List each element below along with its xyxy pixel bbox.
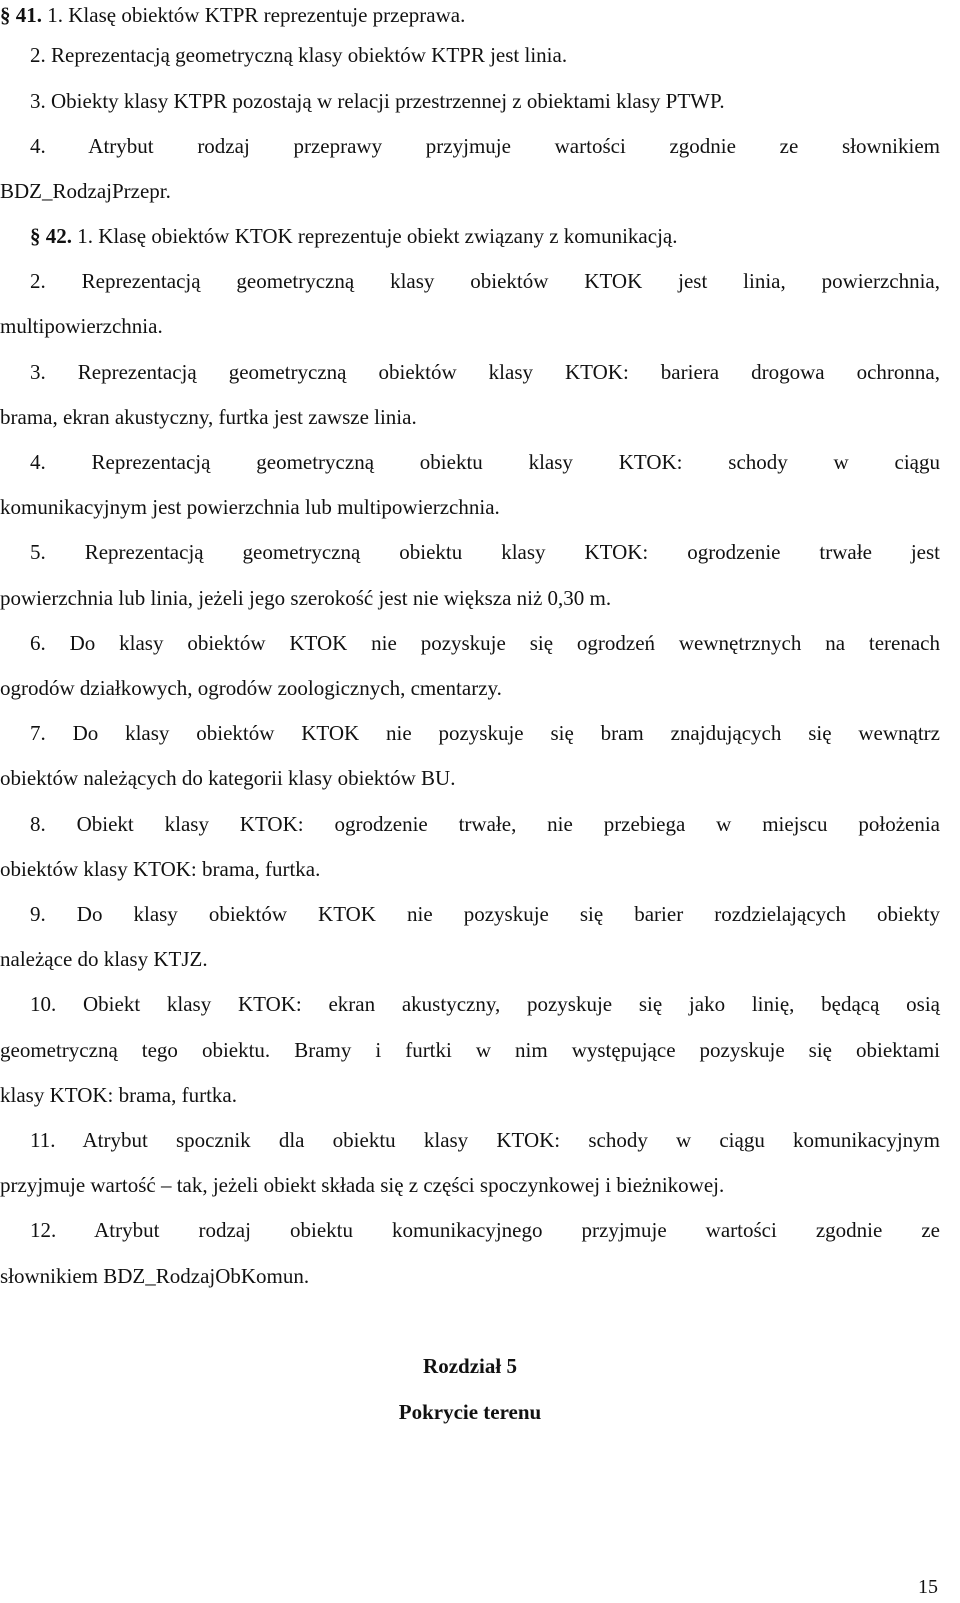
- page-number: 15: [918, 1576, 938, 1598]
- paragraph-42-5-line2: powierzchnia lub linia, jeżeli jego szerokość jest nie większa niż 0,30 m.: [0, 586, 612, 610]
- paragraph-42-12-line1: 12. Atrybut rodzaj obiektu komunikacyjnego przyjmuje wartości zgodnie ze: [30, 1218, 940, 1242]
- paragraph-42-11-line1: 11. Atrybut spocznik dla obiektu klasy KTOK: schody w ciągu komunikacyjnym: [30, 1128, 940, 1152]
- paragraph-42-5-line1: 5. Reprezentacją geometryczną obiektu klasy KTOK: ogrodzenie trwałe jest: [30, 540, 940, 564]
- paragraph-42-2-line2: multipowierzchnia.: [0, 314, 163, 338]
- paragraph-42-7-line2: obiektów należących do kategorii klasy obiektów BU.: [0, 766, 456, 790]
- paragraph-42-3-line1: 3. Reprezentacją geometryczną obiektów klasy KTOK: bariera drogowa ochronna,: [30, 360, 940, 384]
- paragraph-42-9-line1: 9. Do klasy obiektów KTOK nie pozyskuje się barier rozdzielających obiekty: [30, 902, 940, 926]
- paragraph-41-1: [0, 0, 940, 30]
- paragraph-42-4-line2: komunikacyjnym jest powierzchnia lub multipowierzchnia.: [0, 495, 500, 519]
- paragraph-41-3: 3. Obiekty klasy KTPR pozostają w relacji przestrzennej z obiektami klasy PTWP.: [30, 89, 725, 113]
- section-number: § 42.: [30, 224, 72, 248]
- paragraph-41-2: 2. Reprezentacją geometryczną klasy obiektów KTPR jest linia.: [30, 43, 568, 67]
- paragraph-42-11-line2: przyjmuje wartość – tak, jeżeli obiekt składa się z części spoczynkowej i bieżnikowej.: [0, 1173, 725, 1197]
- paragraph-42-9-line2: należące do klasy KTJZ.: [0, 947, 208, 971]
- paragraph-42-10-line1: 10. Obiekt klasy KTOK: ekran akustyczny, pozyskuje się jako linię, będącą osią: [30, 992, 940, 1016]
- paragraph-41-4-line2: BDZ_RodzajPrzepr.: [0, 179, 171, 203]
- paragraph-42-3-line2: brama, ekran akustyczny, furtka jest zawsze linia.: [0, 405, 417, 429]
- paragraph-42-1: [0, 221, 940, 251]
- paragraph-42-8-line2: obiektów klasy KTOK: brama, furtka.: [0, 857, 321, 881]
- paragraph-42-6-line1: 6. Do klasy obiektów KTOK nie pozyskuje się ogrodzeń wewnętrznych na terenach: [30, 631, 940, 655]
- paragraph-text: 1. Klasę obiektów KTOK reprezentuje obiekt związany z komunikacją.: [72, 224, 678, 248]
- paragraph-41-4-line1: 4. Atrybut rodzaj przeprawy przyjmuje wartości zgodnie ze słownikiem: [30, 134, 940, 158]
- paragraph-42-10-line2: geometryczną tego obiektu. Bramy i furtki w nim występujące pozyskuje się obiektami: [0, 1038, 940, 1062]
- paragraph-42-6-line2: ogrodów działkowych, ogrodów zoologicznych, cmentarzy.: [0, 676, 502, 700]
- paragraph-42-12-line2: słownikiem BDZ_RodzajObKomun.: [0, 1264, 310, 1288]
- section-number: § 41.: [0, 3, 42, 27]
- paragraph-42-8-line1: 8. Obiekt klasy KTOK: ogrodzenie trwałe, nie przebiega w miejscu położenia: [30, 812, 940, 836]
- chapter-title: Rozdział 5: [423, 1354, 517, 1378]
- chapter-subtitle: Pokrycie terenu: [398, 1400, 542, 1424]
- paragraph-42-2-line1: 2. Reprezentacją geometryczną klasy obiektów KTOK jest linia, powierzchnia,: [30, 269, 940, 293]
- paragraph-42-4-line1: 4. Reprezentacją geometryczną obiektu klasy KTOK: schody w ciągu: [30, 450, 940, 474]
- paragraph-42-7-line1: 7. Do klasy obiektów KTOK nie pozyskuje się bram znajdujących się wewnątrz: [30, 721, 940, 745]
- paragraph-42-10-line3: klasy KTOK: brama, furtka.: [0, 1083, 237, 1107]
- paragraph-text: 1. Klasę obiektów KTPR reprezentuje przeprawa.: [42, 3, 466, 27]
